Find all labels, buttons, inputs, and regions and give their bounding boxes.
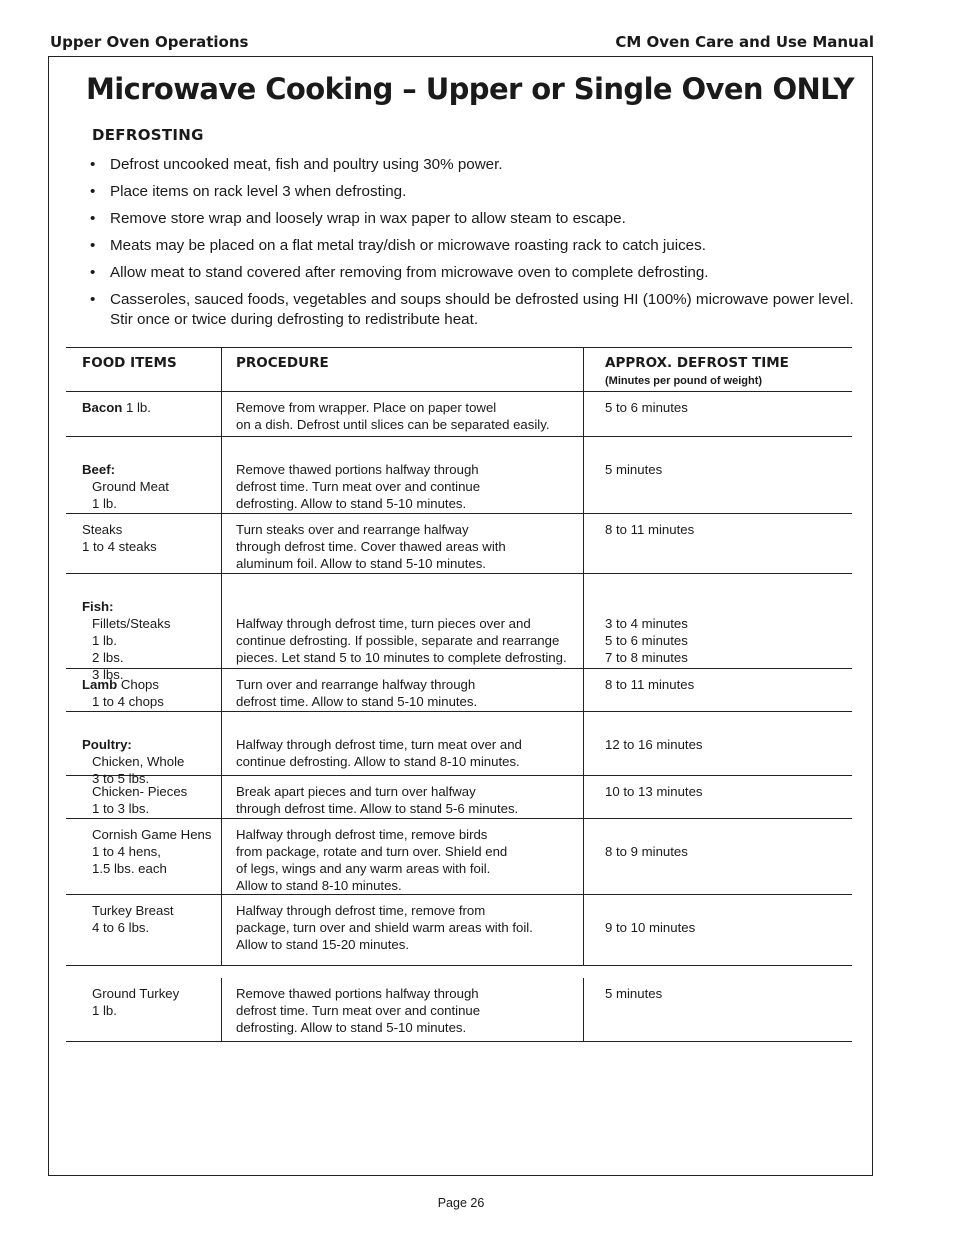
table-row	[66, 513, 852, 573]
time-header-label: APPROX. DEFROST TIME	[605, 355, 789, 371]
defrost-tips-list	[88, 155, 858, 337]
time-cell: 10 to 13 minutes	[605, 784, 703, 799]
table-header-row	[66, 347, 852, 391]
food-name: Chicken, Whole 3 to 5 lbs.	[92, 754, 185, 786]
table-row	[66, 573, 852, 682]
table-row	[66, 775, 852, 818]
list-item: • Allow meat to stand covered after removing from microwave oven to complete defrosting.	[88, 263, 858, 283]
procedure-cell: Turn steaks over and rearrange halfway through defrost time. Cover thawed areas with aluminum foil. Allow to stand 5-10 minutes.	[222, 514, 584, 573]
column-header-food: FOOD ITEMS	[66, 348, 222, 391]
food-group-label: Beef:	[82, 462, 115, 477]
time-cell: 12 to 16 minutes	[605, 737, 703, 752]
time-cell: 8 to 9 minutes	[605, 844, 688, 859]
section-heading: DEFROSTING	[92, 126, 204, 144]
food-cell	[66, 669, 222, 711]
time-cell: 9 to 10 minutes	[605, 920, 696, 935]
procedure-cell: Turn over and rearrange halfway through defrost time. Allow to stand 5-10 minutes.	[222, 669, 584, 711]
list-item: • Defrost uncooked meat, fish and poultry using 30% power.	[88, 155, 858, 175]
column-header-procedure: PROCEDURE	[222, 348, 584, 391]
food-name: Chicken- Pieces 1 to 3 lbs.	[92, 784, 188, 816]
page-title: Microwave Cooking – Upper or Single Oven ONLY	[86, 72, 854, 106]
food-cut: Chops	[117, 677, 159, 692]
food-name: Turkey Breast 4 to 6 lbs.	[92, 903, 174, 935]
table-row	[66, 711, 852, 786]
food-cell	[66, 437, 222, 513]
food-cell	[66, 776, 222, 818]
food-cell	[66, 712, 222, 786]
list-item: • Casseroles, sauced foods, vegetables and soups should be defrosted using HI (100%) microwave power level. Stir once or twice during defrosting to redistribute heat.	[88, 290, 858, 330]
table-row	[66, 668, 852, 711]
food-cell	[66, 895, 222, 965]
food-name: Lamb	[82, 677, 118, 692]
food-group-label: Poultry:	[82, 737, 132, 752]
header-manual-title: CM Oven Care and Use Manual	[615, 33, 874, 51]
time-cell: 8 to 11 minutes	[605, 522, 695, 537]
food-cell: Steaks 1 to 4 steaks	[66, 514, 222, 573]
food-name: Ground Turkey 1 lb.	[92, 986, 180, 1018]
food-name: Ground Meat 1 lb.	[92, 479, 169, 511]
food-cell	[66, 978, 222, 1041]
time-cell: 5 minutes	[605, 462, 663, 477]
time-cell: 5 minutes	[605, 986, 663, 1001]
page-number: Page 26	[437, 1196, 485, 1210]
defrost-table	[66, 347, 852, 1042]
procedure-cell: Halfway through defrost time, turn pieces over and continue defrosting. If possible, separate and rearrange pieces. Let stand 5 to 10 minutes to complete defrosting.	[222, 574, 584, 668]
procedure-cell: Halfway through defrost time, remove birds from package, rotate and turn over. Shield end of legs, wings and any warm areas with foil. Allow to stand 8-10 minutes.	[222, 819, 584, 894]
column-header-time	[584, 348, 852, 391]
food-amount: 1 to 4 chops	[92, 694, 164, 709]
procedure-cell: Remove from wrapper. Place on paper towel on a dish. Defrost until slices can be separated easily.	[222, 392, 584, 436]
header-section-title: Upper Oven Operations	[50, 33, 249, 51]
table-row	[66, 965, 852, 1042]
table-row	[66, 818, 852, 894]
food-name: Bacon	[82, 400, 123, 415]
list-item: • Place items on rack level 3 when defrosting.	[88, 182, 858, 202]
table-row	[66, 436, 852, 513]
food-amount: 1 lb.	[122, 400, 151, 415]
food-cell	[66, 819, 222, 894]
procedure-cell: Halfway through defrost time, turn meat over and continue defrosting. Allow to stand 8-10 minutes.	[222, 712, 584, 775]
food-name: Fillets/Steaks 1 lb. 2 lbs. 3 lbs.	[92, 616, 171, 682]
time-cell: 8 to 11 minutes	[605, 677, 695, 692]
procedure-cell: Halfway through defrost time, remove from package, turn over and shield warm areas with foil. Allow to stand 15-20 minutes.	[222, 895, 584, 965]
food-cell	[66, 574, 222, 682]
procedure-cell: Break apart pieces and turn over halfway through defrost time. Allow to stand 5-6 minutes.	[222, 776, 584, 818]
table-row	[66, 894, 852, 965]
food-cell	[66, 392, 222, 436]
procedure-cell: Remove thawed portions halfway through defrost time. Turn meat over and continue defrosting. Allow to stand 5-10 minutes.	[222, 978, 584, 1041]
food-name: Cornish Game Hens 1 to 4 hens, 1.5 lbs. each	[92, 827, 212, 876]
table-row	[66, 391, 852, 436]
procedure-cell: Remove thawed portions halfway through defrost time. Turn meat over and continue defrosting. Allow to stand 5-10 minutes.	[222, 437, 584, 513]
time-cell: 5 to 6 minutes	[605, 400, 688, 415]
list-item: • Meats may be placed on a flat metal tray/dish or microwave roasting rack to catch juices.	[88, 236, 858, 256]
list-item: • Remove store wrap and loosely wrap in wax paper to allow steam to escape.	[88, 209, 858, 229]
food-group-label: Fish:	[82, 599, 114, 614]
time-header-sub: (Minutes per pound of weight)	[605, 375, 763, 387]
time-cell: 3 to 4 minutes 5 to 6 minutes 7 to 8 minutes	[605, 616, 688, 665]
